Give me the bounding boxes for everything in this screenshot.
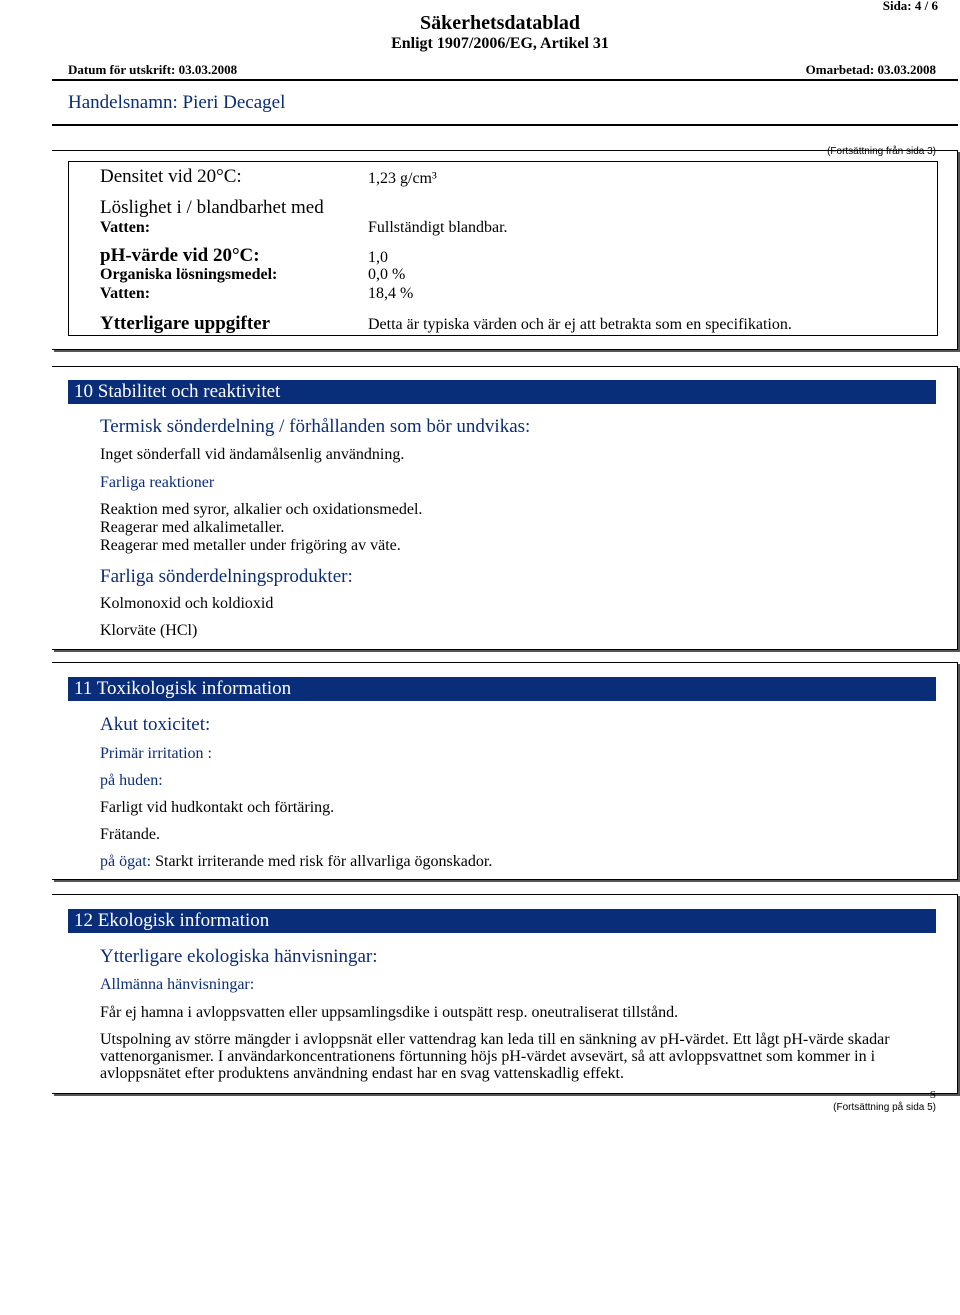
density-label: Densitet vid 20°C:: [100, 166, 242, 187]
solvents-label: Organiska lösningsmedel:: [100, 266, 278, 283]
trade-name-label: Handelsnamn:: [68, 92, 178, 113]
water2-value: 18,4 %: [368, 285, 414, 302]
header-rule: [52, 79, 958, 81]
ph-value: 1,0: [368, 249, 388, 266]
water-label: Vatten:: [100, 219, 151, 236]
thermal-text: Inget sönderfall vid ändamålsenlig användning.: [100, 446, 405, 463]
ecology-paragraph: Utspolning av större mängder i avloppsnät eller vattendrag kan leda till en sänkning av pH-värdet. Ett lågt pH-värde skadar vattenorganismer. I användarkoncentrationens förtunning höjs pH-värdet avsevärt, så att avloppsvattnet som kommer in i avloppsnätet efter produktens användning endast har en svag vattenskadlig effekt.: [100, 1031, 890, 1082]
continued-from: (Fortsättning från sida 3): [827, 146, 936, 157]
general-label: Allmänna hänvisningar:: [100, 976, 255, 993]
density-value: 1,23 g/cm³: [368, 170, 437, 187]
section12-heading: 12 Ekologisk information: [68, 909, 936, 933]
print-date: Datum för utskrift: 03.03.2008: [68, 62, 238, 77]
extra-value: Detta är typiska värden och är ej att betrakta som en specifikation.: [368, 316, 792, 333]
trade-name: Pieri Decagel: [182, 92, 286, 113]
solubility-label: Löslighet i / blandbarhet med: [100, 197, 324, 218]
section11-heading: 11 Toxikologisk information: [68, 677, 936, 701]
eyes-label: på ögat:: [100, 853, 152, 870]
solvents-value: 0,0 %: [368, 266, 406, 283]
hazard-reactions-label: Farliga reaktioner: [100, 474, 215, 491]
decomposition-label: Farliga sönderdelningsprodukter:: [100, 566, 353, 587]
thermal-label: Termisk sönderdelning / förhållanden som bör undvikas:: [100, 416, 531, 437]
extra-label: Ytterligare uppgifter: [100, 313, 271, 334]
page-number: Sida: 4 / 6: [882, 0, 938, 13]
footer-marker: S: [929, 1089, 936, 1101]
general-text: Får ej hamna i avloppsvatten eller uppsamlingsdike i outspätt resp. oneutraliserat tillstånd.: [100, 1004, 679, 1021]
skin-text-1: Farligt vid hudkontakt och förtäring.: [100, 799, 335, 816]
primary-label: Primär irritation :: [100, 745, 212, 762]
hazard-reaction-3: Reagerar med metaller under frigöring av väte.: [100, 537, 401, 554]
ph-label: pH-värde vid 20°C:: [100, 245, 260, 266]
trade-name-rule: [52, 124, 958, 126]
revised-date: Omarbetad: 03.03.2008: [805, 62, 936, 77]
hazard-reaction-2: Reagerar med alkalimetaller.: [100, 519, 285, 536]
skin-text-2: Frätande.: [100, 826, 160, 843]
skin-label: på huden:: [100, 772, 163, 789]
further-label: Ytterligare ekologiska hänvisningar:: [100, 946, 378, 967]
water-value: Fullständigt blandbar.: [368, 219, 508, 236]
decomposition-2: Klorväte (HCl): [100, 622, 198, 639]
eyes-text: Starkt irriterande med risk för allvarliga ögonskador.: [155, 853, 493, 870]
hazard-reaction-1: Reaktion med syror, alkalier och oxidationsmedel.: [100, 501, 423, 518]
section10-heading: 10 Stabilitet och reaktivitet: [68, 380, 936, 404]
water2-label: Vatten:: [100, 285, 151, 302]
eyes-row: [100, 853, 492, 871]
acute-label: Akut toxicitet:: [100, 714, 211, 735]
trade-name-row: [68, 92, 285, 114]
document-subtitle: Enligt 1907/2006/EG, Artikel 31: [391, 35, 609, 52]
continued-on: (Fortsättning på sida 5): [833, 1102, 936, 1113]
document-title: Säkerhetsdatablad: [419, 12, 581, 34]
decomposition-1: Kolmonoxid och koldioxid: [100, 595, 274, 612]
